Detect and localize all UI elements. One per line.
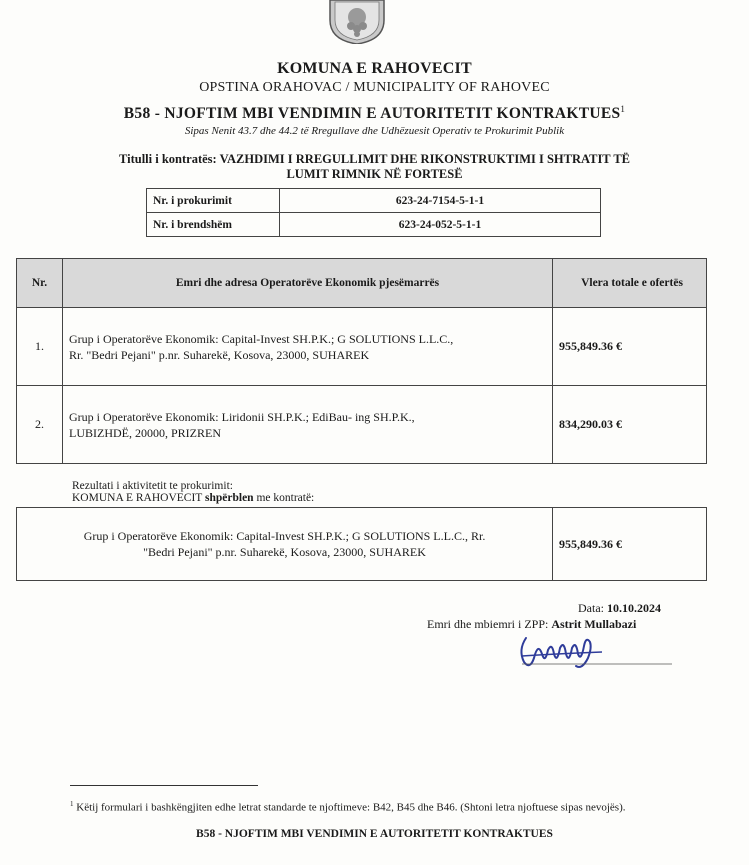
col-header-nr: Nr. — [17, 259, 63, 308]
date: Data: 10.10.2024 — [578, 601, 661, 615]
form-title: B58 - NJOFTIM MBI VENDIMIN E AUTORITETIT KONTRAKTUES$^1$ — [123, 104, 626, 123]
handwritten-signature — [512, 628, 677, 673]
internal-number-label: Nr. i brendshëm — [147, 213, 280, 237]
org-subtitle: OPSTINA ORAHOVAC / MUNICIPALITY OF RAHOVEC — [199, 80, 550, 95]
legal-basis: Sipas Nenit 43.7 dhe 44.2 të Rregullave dhe Udhëzuesit Operativ te Prokurimit Publik — [184, 125, 565, 137]
row-number: 2. — [17, 386, 63, 464]
table-row — [17, 386, 707, 464]
winner-table — [16, 507, 707, 581]
table-row — [17, 308, 707, 386]
procurement-number-value: 623-24-7154-5-1-1 — [280, 189, 601, 213]
contract-title-line1: Titulli i kontratës: VAZHDIMI I RREGULLIMIT DHE RIKONSTRUKTIMI I SHTRATIT TË — [119, 152, 630, 166]
official-name: Emri dhe mbiemri i ZPP: Astrit Mullabazi — [427, 617, 637, 631]
procurement-numbers-table — [146, 188, 601, 237]
operators-table — [16, 258, 707, 464]
table-row — [147, 189, 601, 213]
contract-title-line2: LUMIT RIMNIK NË FORTESË — [286, 167, 463, 181]
col-header-value: Vlera totale e ofertës — [553, 259, 707, 308]
table-row — [17, 508, 707, 581]
footnote-ref: 1 — [620, 104, 626, 114]
operator-name-address: Grup i Operatorëve Ekonomik: Liridonii SH.P.K.; EdiBau- ing SH.P.K., LUBIZHDË, 20000, PRIZREN — [63, 386, 553, 464]
table-header-row — [17, 259, 707, 308]
offer-value: 955,849.36 € — [553, 308, 707, 386]
org-name: KOMUNA E RAHOVECIT — [277, 60, 472, 77]
internal-number-value: 623-24-052-5-1-1 — [280, 213, 601, 237]
winner-value: 955,849.36 € — [553, 508, 707, 581]
footnote: $^1$ Këtij formulari i bashkëngjiten edhe letrat standarde te njoftimeve: B42, B45 dhe B46. (Shtoni letra njoftuese sipas nevojës). — [70, 800, 626, 814]
table-row — [147, 213, 601, 237]
award-statement: KOMUNA E RAHOVECIT shpërblen me kontratë: — [72, 492, 315, 504]
winner-name-address: Grup i Operatorëve Ekonomik: Capital-Invest SH.P.K.; G SOLUTIONS L.L.C., Rr. "Bedri Pejani" p.nr. Suharekë, Kosova, 23000, SUHAREK — [17, 508, 553, 581]
operator-name-address: Grup i Operatorëve Ekonomik: Capital-Invest SH.P.K.; G SOLUTIONS L.L.C., Rr. "Bedri Pejani" p.nr. Suharekë, Kosova, 23000, SUHAREK — [63, 308, 553, 386]
result-label: Rezultati i aktivitetit te prokurimit: — [72, 480, 233, 492]
page-footer: B58 - NJOFTIM MBI VENDIMIN E AUTORITETIT KONTRAKTUES — [196, 828, 553, 840]
col-header-operator: Emri dhe adresa Operatorëve Ekonomik pjesëmarrës — [63, 259, 553, 308]
municipality-emblem — [326, 0, 388, 44]
offer-value: 834,290.03 € — [553, 386, 707, 464]
procurement-number-label: Nr. i prokurimit — [147, 189, 280, 213]
footnote-divider — [70, 785, 258, 786]
row-number: 1. — [17, 308, 63, 386]
